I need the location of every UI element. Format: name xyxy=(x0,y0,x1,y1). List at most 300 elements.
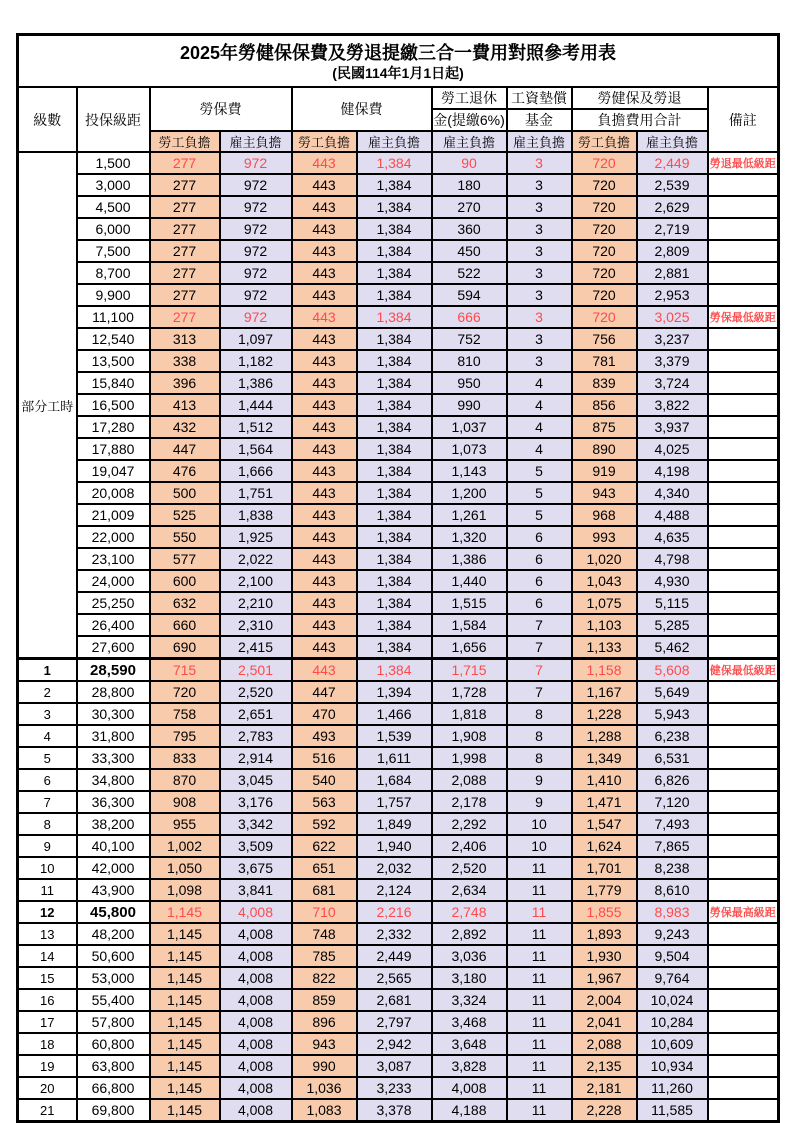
labor-employee-cell: 1,145 xyxy=(150,1055,220,1077)
level-cell: 18 xyxy=(18,1033,77,1055)
pension-employer-cell: 2,406 xyxy=(432,835,507,857)
total-employee-cell: 1,043 xyxy=(572,570,637,592)
labor-employer-cell: 1,751 xyxy=(220,482,292,504)
health-employer-cell: 1,384 xyxy=(357,482,432,504)
health-employer-cell: 3,378 xyxy=(357,1099,432,1122)
health-employee-cell: 443 xyxy=(292,438,357,460)
labor-employee-cell: 447 xyxy=(150,438,220,460)
table-row xyxy=(18,614,779,636)
col-header-health-fee: 健保費 xyxy=(292,87,432,131)
level-cell: 16 xyxy=(18,989,77,1011)
total-employee-cell: 1,228 xyxy=(572,703,637,725)
health-employee-cell: 443 xyxy=(292,659,357,682)
total-employer-cell: 10,934 xyxy=(637,1055,708,1077)
wage-fund-employer-cell: 3 xyxy=(507,174,572,196)
labor-employee-cell: 277 xyxy=(150,218,220,240)
bracket-cell: 57,800 xyxy=(77,1011,150,1033)
table-row xyxy=(18,791,779,813)
pension-employer-cell: 360 xyxy=(432,218,507,240)
labor-employer-cell: 972 xyxy=(220,196,292,218)
labor-employer-cell: 1,182 xyxy=(220,350,292,372)
table-row xyxy=(18,196,779,218)
table-row xyxy=(18,1033,779,1055)
bracket-cell: 7,500 xyxy=(77,240,150,262)
subheader-pension-employer: 雇主負擔 xyxy=(432,131,507,152)
labor-employer-cell: 1,564 xyxy=(220,438,292,460)
table-row xyxy=(18,526,779,548)
labor-employer-cell: 2,783 xyxy=(220,725,292,747)
wage-fund-employer-cell: 7 xyxy=(507,614,572,636)
total-employee-cell: 720 xyxy=(572,240,637,262)
table-row xyxy=(18,1055,779,1077)
subheader-labor-employer: 雇主負擔 xyxy=(220,131,292,152)
total-employer-cell: 6,238 xyxy=(637,725,708,747)
wage-fund-employer-cell: 3 xyxy=(507,196,572,218)
labor-employer-cell: 4,008 xyxy=(220,967,292,989)
total-employee-cell: 875 xyxy=(572,416,637,438)
wage-fund-employer-cell: 4 xyxy=(507,394,572,416)
level-cell: 9 xyxy=(18,835,77,857)
remark-cell xyxy=(708,482,779,504)
table-row xyxy=(18,681,779,703)
wage-fund-employer-cell: 3 xyxy=(507,350,572,372)
total-employer-cell: 6,826 xyxy=(637,769,708,791)
health-employee-cell: 443 xyxy=(292,372,357,394)
table-row xyxy=(18,174,779,196)
level-cell: 6 xyxy=(18,769,77,791)
labor-employer-cell: 972 xyxy=(220,306,292,328)
labor-employee-cell: 550 xyxy=(150,526,220,548)
bracket-cell: 1,500 xyxy=(77,152,150,174)
remark-cell xyxy=(708,350,779,372)
pension-employer-cell: 752 xyxy=(432,328,507,350)
total-employer-cell: 2,629 xyxy=(637,196,708,218)
bracket-cell: 36,300 xyxy=(77,791,150,813)
bracket-cell: 33,300 xyxy=(77,747,150,769)
bracket-cell: 28,800 xyxy=(77,681,150,703)
health-employee-cell: 443 xyxy=(292,196,357,218)
total-employee-cell: 2,088 xyxy=(572,1033,637,1055)
bracket-cell: 53,000 xyxy=(77,967,150,989)
wage-fund-employer-cell: 8 xyxy=(507,703,572,725)
total-employee-cell: 1,471 xyxy=(572,791,637,813)
remark-cell xyxy=(708,460,779,482)
level-cell: 19 xyxy=(18,1055,77,1077)
table-row xyxy=(18,504,779,526)
page-subtitle: (民國114年1月1日起) xyxy=(332,65,464,82)
health-employee-cell: 1,083 xyxy=(292,1099,357,1122)
health-employee-cell: 943 xyxy=(292,1033,357,1055)
remark-cell: 勞保最低級距 xyxy=(708,306,779,328)
level-cell: 2 xyxy=(18,681,77,703)
labor-employee-cell: 277 xyxy=(150,152,220,174)
total-employer-cell: 7,120 xyxy=(637,791,708,813)
remark-cell xyxy=(708,636,779,659)
bracket-cell: 23,100 xyxy=(77,548,150,570)
bracket-cell: 15,840 xyxy=(77,372,150,394)
table-row xyxy=(18,394,779,416)
table-row xyxy=(18,372,779,394)
subheader-total-employer: 雇主負擔 xyxy=(637,131,708,152)
bracket-cell: 50,600 xyxy=(77,945,150,967)
total-employee-cell: 720 xyxy=(572,174,637,196)
labor-employer-cell: 4,008 xyxy=(220,989,292,1011)
labor-employee-cell: 277 xyxy=(150,284,220,306)
health-employee-cell: 443 xyxy=(292,328,357,350)
remark-cell xyxy=(708,835,779,857)
pension-employer-cell: 2,634 xyxy=(432,879,507,901)
labor-employer-cell: 2,310 xyxy=(220,614,292,636)
remark-cell xyxy=(708,1033,779,1055)
total-employee-cell: 890 xyxy=(572,438,637,460)
level-cell: 1 xyxy=(18,659,77,682)
labor-employee-cell: 870 xyxy=(150,769,220,791)
labor-employer-cell: 4,008 xyxy=(220,1033,292,1055)
col-header-pension-line2: 金(提繳6%) xyxy=(432,109,507,131)
health-employer-cell: 1,394 xyxy=(357,681,432,703)
wage-fund-employer-cell: 11 xyxy=(507,1077,572,1099)
col-header-total-line2: 負擔費用合計 xyxy=(572,109,708,131)
wage-fund-employer-cell: 3 xyxy=(507,328,572,350)
health-employer-cell: 1,384 xyxy=(357,394,432,416)
labor-employee-cell: 525 xyxy=(150,504,220,526)
table-row xyxy=(18,769,779,791)
bracket-cell: 66,800 xyxy=(77,1077,150,1099)
labor-employee-cell: 1,098 xyxy=(150,879,220,901)
labor-employer-cell: 972 xyxy=(220,262,292,284)
subheader-total-employee: 勞工負擔 xyxy=(572,131,637,152)
labor-employee-cell: 313 xyxy=(150,328,220,350)
bracket-cell: 45,800 xyxy=(77,901,150,923)
pension-employer-cell: 3,324 xyxy=(432,989,507,1011)
table-row xyxy=(18,262,779,284)
table-row xyxy=(18,747,779,769)
health-employee-cell: 443 xyxy=(292,240,357,262)
health-employer-cell: 1,384 xyxy=(357,284,432,306)
subheader-wage-fund-employer: 雇主負擔 xyxy=(507,131,572,152)
labor-employee-cell: 795 xyxy=(150,725,220,747)
labor-employer-cell: 1,666 xyxy=(220,460,292,482)
total-employee-cell: 856 xyxy=(572,394,637,416)
health-employee-cell: 443 xyxy=(292,394,357,416)
pension-employer-cell: 3,036 xyxy=(432,945,507,967)
level-cell: 8 xyxy=(18,813,77,835)
pension-employer-cell: 3,180 xyxy=(432,967,507,989)
table-row xyxy=(18,659,779,682)
pension-employer-cell: 3,468 xyxy=(432,1011,507,1033)
wage-fund-employer-cell: 3 xyxy=(507,218,572,240)
pension-employer-cell: 1,440 xyxy=(432,570,507,592)
wage-fund-employer-cell: 3 xyxy=(507,284,572,306)
labor-employee-cell: 396 xyxy=(150,372,220,394)
bracket-cell: 16,500 xyxy=(77,394,150,416)
labor-employee-cell: 277 xyxy=(150,262,220,284)
bracket-cell: 28,590 xyxy=(77,659,150,682)
health-employee-cell: 443 xyxy=(292,262,357,284)
labor-employee-cell: 758 xyxy=(150,703,220,725)
total-employee-cell: 1,547 xyxy=(572,813,637,835)
labor-employer-cell: 2,501 xyxy=(220,659,292,682)
total-employee-cell: 1,624 xyxy=(572,835,637,857)
total-employer-cell: 4,488 xyxy=(637,504,708,526)
remark-cell xyxy=(708,240,779,262)
total-employer-cell: 10,609 xyxy=(637,1033,708,1055)
pension-employer-cell: 2,292 xyxy=(432,813,507,835)
remark-cell xyxy=(708,372,779,394)
premium-table xyxy=(16,33,780,1123)
labor-employer-cell: 972 xyxy=(220,152,292,174)
labor-employer-cell: 2,914 xyxy=(220,747,292,769)
pension-employer-cell: 1,908 xyxy=(432,725,507,747)
bracket-cell: 9,900 xyxy=(77,284,150,306)
table-row xyxy=(18,945,779,967)
total-employer-cell: 3,237 xyxy=(637,328,708,350)
total-employee-cell: 1,930 xyxy=(572,945,637,967)
total-employer-cell: 2,539 xyxy=(637,174,708,196)
total-employee-cell: 2,135 xyxy=(572,1055,637,1077)
table-row xyxy=(18,967,779,989)
health-employee-cell: 516 xyxy=(292,747,357,769)
bracket-cell: 11,100 xyxy=(77,306,150,328)
pension-employer-cell: 950 xyxy=(432,372,507,394)
remark-cell xyxy=(708,967,779,989)
bracket-cell: 69,800 xyxy=(77,1099,150,1122)
labor-employee-cell: 577 xyxy=(150,548,220,570)
table-row xyxy=(18,548,779,570)
pension-employer-cell: 2,892 xyxy=(432,923,507,945)
total-employer-cell: 4,340 xyxy=(637,482,708,504)
bracket-cell: 8,700 xyxy=(77,262,150,284)
bracket-cell: 17,280 xyxy=(77,416,150,438)
health-employer-cell: 1,940 xyxy=(357,835,432,857)
total-employee-cell: 993 xyxy=(572,526,637,548)
labor-employer-cell: 2,651 xyxy=(220,703,292,725)
health-employer-cell: 1,384 xyxy=(357,526,432,548)
wage-fund-employer-cell: 11 xyxy=(507,989,572,1011)
table-row xyxy=(18,923,779,945)
total-employer-cell: 9,243 xyxy=(637,923,708,945)
health-employer-cell: 2,797 xyxy=(357,1011,432,1033)
total-employee-cell: 1,349 xyxy=(572,747,637,769)
remark-cell xyxy=(708,416,779,438)
health-employee-cell: 651 xyxy=(292,857,357,879)
labor-employee-cell: 277 xyxy=(150,174,220,196)
bracket-cell: 25,250 xyxy=(77,592,150,614)
remark-cell xyxy=(708,703,779,725)
col-header-labor-fee: 勞保費 xyxy=(150,87,292,131)
level-cell: 15 xyxy=(18,967,77,989)
labor-employee-cell: 955 xyxy=(150,813,220,835)
wage-fund-employer-cell: 11 xyxy=(507,901,572,923)
labor-employee-cell: 1,145 xyxy=(150,945,220,967)
table-row xyxy=(18,1099,779,1122)
health-employee-cell: 443 xyxy=(292,636,357,659)
labor-employer-cell: 1,838 xyxy=(220,504,292,526)
remark-cell: 勞退最低級距 xyxy=(708,152,779,174)
labor-employee-cell: 1,145 xyxy=(150,967,220,989)
table-row xyxy=(18,328,779,350)
total-employer-cell: 3,937 xyxy=(637,416,708,438)
total-employee-cell: 2,228 xyxy=(572,1099,637,1122)
pension-employer-cell: 1,200 xyxy=(432,482,507,504)
health-employee-cell: 443 xyxy=(292,306,357,328)
labor-employee-cell: 1,145 xyxy=(150,1011,220,1033)
health-employee-cell: 493 xyxy=(292,725,357,747)
labor-employer-cell: 4,008 xyxy=(220,1011,292,1033)
wage-fund-employer-cell: 7 xyxy=(507,659,572,682)
total-employee-cell: 1,410 xyxy=(572,769,637,791)
labor-employee-cell: 277 xyxy=(150,196,220,218)
labor-employee-cell: 908 xyxy=(150,791,220,813)
table-row xyxy=(18,835,779,857)
health-employer-cell: 1,384 xyxy=(357,438,432,460)
health-employee-cell: 470 xyxy=(292,703,357,725)
table-row xyxy=(18,284,779,306)
pension-employer-cell: 180 xyxy=(432,174,507,196)
col-header-remark: 備註 xyxy=(708,87,779,152)
health-employer-cell: 1,384 xyxy=(357,240,432,262)
remark-cell xyxy=(708,262,779,284)
total-employer-cell: 5,285 xyxy=(637,614,708,636)
health-employee-cell: 443 xyxy=(292,416,357,438)
level-cell: 14 xyxy=(18,945,77,967)
wage-fund-employer-cell: 11 xyxy=(507,967,572,989)
bracket-cell: 40,100 xyxy=(77,835,150,857)
table-row xyxy=(18,570,779,592)
health-employer-cell: 1,384 xyxy=(357,306,432,328)
labor-employee-cell: 1,145 xyxy=(150,1077,220,1099)
wage-fund-employer-cell: 8 xyxy=(507,725,572,747)
pension-employer-cell: 1,386 xyxy=(432,548,507,570)
total-employee-cell: 720 xyxy=(572,284,637,306)
health-employee-cell: 447 xyxy=(292,681,357,703)
total-employee-cell: 1,779 xyxy=(572,879,637,901)
wage-fund-employer-cell: 3 xyxy=(507,262,572,284)
labor-employer-cell: 4,008 xyxy=(220,1099,292,1122)
pension-employer-cell: 1,656 xyxy=(432,636,507,659)
total-employer-cell: 5,943 xyxy=(637,703,708,725)
subheader-health-employee: 勞工負擔 xyxy=(292,131,357,152)
labor-employee-cell: 632 xyxy=(150,592,220,614)
remark-cell xyxy=(708,218,779,240)
remark-cell xyxy=(708,813,779,835)
remark-cell xyxy=(708,989,779,1011)
health-employee-cell: 443 xyxy=(292,592,357,614)
pension-employer-cell: 990 xyxy=(432,394,507,416)
health-employer-cell: 1,384 xyxy=(357,416,432,438)
health-employee-cell: 443 xyxy=(292,174,357,196)
health-employee-cell: 822 xyxy=(292,967,357,989)
subheader-labor-employee: 勞工負擔 xyxy=(150,131,220,152)
col-header-wage-fund-line1: 工資墊償 xyxy=(507,87,572,109)
labor-employer-cell: 2,520 xyxy=(220,681,292,703)
wage-fund-employer-cell: 11 xyxy=(507,1099,572,1122)
labor-employer-cell: 1,386 xyxy=(220,372,292,394)
wage-fund-employer-cell: 5 xyxy=(507,504,572,526)
table-row xyxy=(18,592,779,614)
remark-cell xyxy=(708,791,779,813)
total-employee-cell: 839 xyxy=(572,372,637,394)
total-employer-cell: 7,493 xyxy=(637,813,708,835)
remark-cell xyxy=(708,725,779,747)
total-employer-cell: 4,930 xyxy=(637,570,708,592)
labor-employee-cell: 476 xyxy=(150,460,220,482)
col-header-wage-fund-line2: 基金 xyxy=(507,109,572,131)
table-row xyxy=(18,901,779,923)
table-row xyxy=(18,725,779,747)
level-cell: 4 xyxy=(18,725,77,747)
level-cell: 21 xyxy=(18,1099,77,1122)
total-employee-cell: 720 xyxy=(572,262,637,284)
bracket-cell: 31,800 xyxy=(77,725,150,747)
health-employer-cell: 1,384 xyxy=(357,350,432,372)
labor-employee-cell: 833 xyxy=(150,747,220,769)
labor-employer-cell: 4,008 xyxy=(220,1077,292,1099)
level-cell: 11 xyxy=(18,879,77,901)
total-employer-cell: 4,798 xyxy=(637,548,708,570)
bracket-cell: 17,880 xyxy=(77,438,150,460)
pension-employer-cell: 1,143 xyxy=(432,460,507,482)
total-employer-cell: 10,284 xyxy=(637,1011,708,1033)
wage-fund-employer-cell: 10 xyxy=(507,813,572,835)
wage-fund-employer-cell: 6 xyxy=(507,548,572,570)
labor-employee-cell: 1,145 xyxy=(150,989,220,1011)
labor-employer-cell: 972 xyxy=(220,218,292,240)
health-employee-cell: 443 xyxy=(292,218,357,240)
health-employer-cell: 2,032 xyxy=(357,857,432,879)
table-row xyxy=(18,218,779,240)
remark-cell xyxy=(708,174,779,196)
wage-fund-employer-cell: 11 xyxy=(507,945,572,967)
wage-fund-employer-cell: 8 xyxy=(507,747,572,769)
health-employer-cell: 1,384 xyxy=(357,196,432,218)
total-employer-cell: 4,025 xyxy=(637,438,708,460)
bracket-cell: 38,200 xyxy=(77,813,150,835)
health-employee-cell: 710 xyxy=(292,901,357,923)
pension-employer-cell: 1,728 xyxy=(432,681,507,703)
wage-fund-employer-cell: 9 xyxy=(507,769,572,791)
labor-employee-cell: 277 xyxy=(150,306,220,328)
level-cell: 5 xyxy=(18,747,77,769)
wage-fund-employer-cell: 4 xyxy=(507,416,572,438)
health-employer-cell: 1,539 xyxy=(357,725,432,747)
wage-fund-employer-cell: 11 xyxy=(507,879,572,901)
total-employee-cell: 1,855 xyxy=(572,901,637,923)
total-employer-cell: 3,025 xyxy=(637,306,708,328)
total-employee-cell: 720 xyxy=(572,152,637,174)
remark-cell xyxy=(708,1099,779,1122)
health-employer-cell: 1,384 xyxy=(357,570,432,592)
page-title: 2025年勞健保保費及勞退提繳三合一費用對照參考用表 xyxy=(180,43,617,64)
labor-employee-cell: 413 xyxy=(150,394,220,416)
total-employer-cell: 4,198 xyxy=(637,460,708,482)
labor-employee-cell: 432 xyxy=(150,416,220,438)
labor-employer-cell: 3,176 xyxy=(220,791,292,813)
health-employer-cell: 1,384 xyxy=(357,262,432,284)
wage-fund-employer-cell: 5 xyxy=(507,460,572,482)
table-row xyxy=(18,350,779,372)
remark-cell xyxy=(708,284,779,306)
health-employer-cell: 1,684 xyxy=(357,769,432,791)
bracket-cell: 19,047 xyxy=(77,460,150,482)
total-employee-cell: 1,133 xyxy=(572,636,637,659)
health-employee-cell: 540 xyxy=(292,769,357,791)
labor-employee-cell: 1,145 xyxy=(150,923,220,945)
total-employer-cell: 2,449 xyxy=(637,152,708,174)
labor-employer-cell: 972 xyxy=(220,284,292,306)
total-employee-cell: 720 xyxy=(572,196,637,218)
total-employee-cell: 1,075 xyxy=(572,592,637,614)
